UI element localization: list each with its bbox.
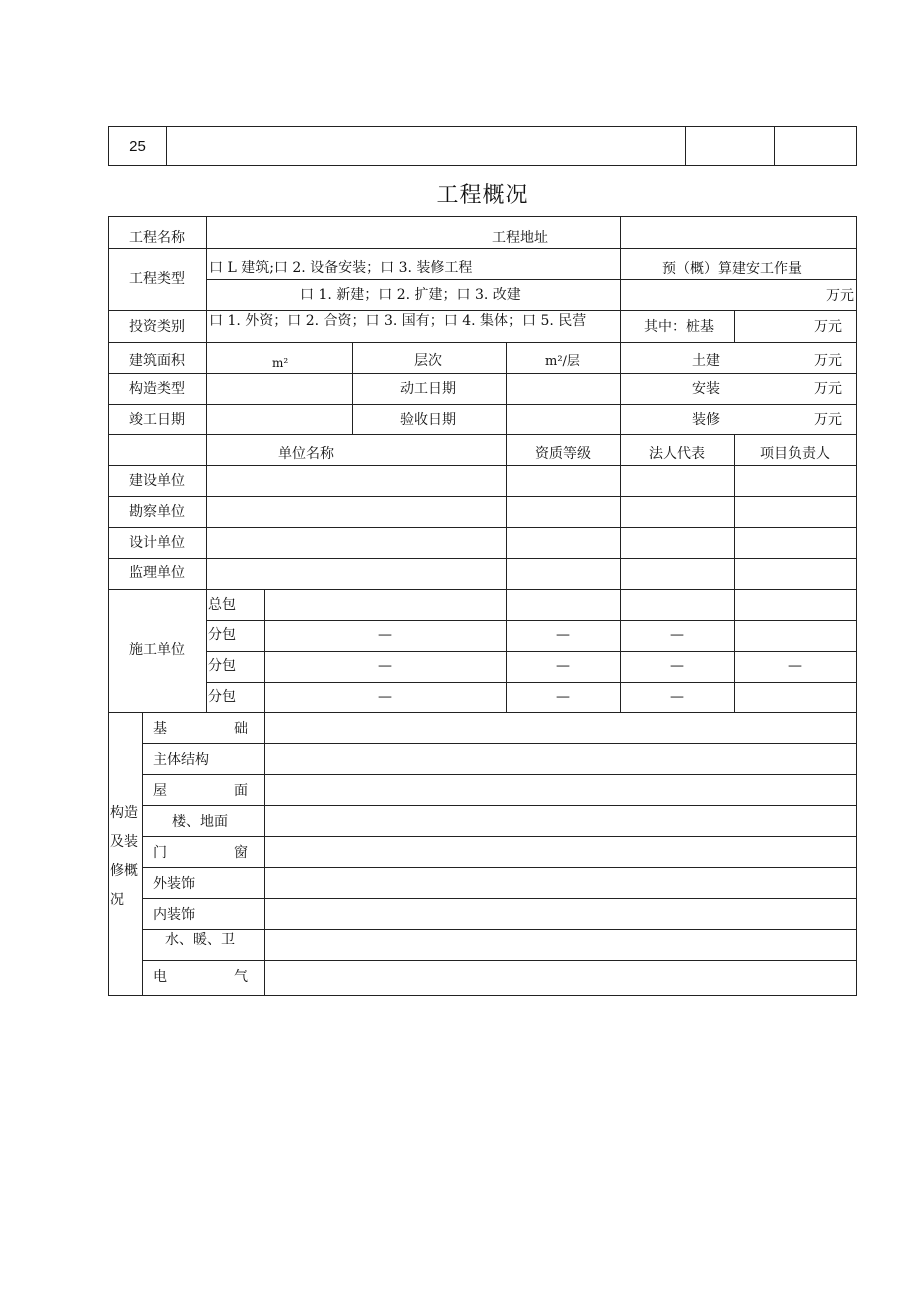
dash-mark: — <box>378 689 392 705</box>
header-row <box>108 126 857 166</box>
survey-unit-label: 勘察单位 <box>129 504 185 520</box>
section-label-2: 及装 <box>110 834 138 850</box>
doors-windows-label-a: 门 <box>153 845 167 861</box>
header-divider <box>685 127 686 165</box>
exterior-label: 外装饰 <box>153 876 195 892</box>
area-label: 建筑面积 <box>129 353 185 369</box>
project-address-value[interactable] <box>621 217 855 247</box>
pile-unit: 万元 <box>814 319 842 335</box>
pile-label: 其中：桩基 <box>644 319 714 335</box>
legal-rep-header: 法人代表 <box>649 446 705 462</box>
unit-name-header: 单位名称 <box>278 446 334 462</box>
section-label-4: 况 <box>110 892 124 908</box>
dash-mark: — <box>556 658 570 674</box>
install-label: 安装 <box>692 381 720 397</box>
electric-label-a: 电 <box>153 969 167 985</box>
civil-label: 土建 <box>692 353 720 369</box>
general-contract-label: 总包 <box>208 597 236 613</box>
dash-mark: — <box>670 689 684 705</box>
header-divider <box>166 127 167 165</box>
design-unit-label: 设计单位 <box>129 535 185 551</box>
project-name-value[interactable] <box>207 217 487 247</box>
project-type-label: 工程类型 <box>129 271 185 287</box>
completion-date-label: 竣工日期 <box>129 412 185 428</box>
area-unit: m² <box>272 356 289 370</box>
plumbing-label: 水、暖、卫 <box>165 932 235 948</box>
build-type-options[interactable]: 口 1. 新建；口 2. 扩建；口 3. 改建 <box>300 287 521 303</box>
interior-label: 内装饰 <box>153 907 195 923</box>
page-title: 工程概况 <box>436 183 529 208</box>
budget-label: 预（概）算建安工作量 <box>662 261 802 277</box>
dash-mark: — <box>378 627 392 643</box>
page-number: 25 <box>129 137 146 155</box>
dash-mark: — <box>788 658 802 674</box>
electric-label-b: 气 <box>234 969 248 985</box>
install-unit: 万元 <box>814 381 842 397</box>
roof-label-b: 面 <box>234 783 248 799</box>
civil-unit: 万元 <box>814 353 842 369</box>
project-address-label: 工程地址 <box>492 230 548 246</box>
structure-type-label: 构造类型 <box>129 381 185 397</box>
section-label-1: 构造 <box>110 805 138 821</box>
dash-mark: — <box>378 658 392 674</box>
dash-mark: — <box>670 627 684 643</box>
main-structure-label: 主体结构 <box>153 752 209 768</box>
investment-label: 投资类别 <box>129 319 185 335</box>
subcontract-label: 分包 <box>208 689 236 705</box>
subcontract-label: 分包 <box>208 627 236 643</box>
qualification-header: 资质等级 <box>535 446 591 462</box>
floors-label: 层次 <box>414 353 442 369</box>
dash-mark: — <box>556 627 570 643</box>
foundation-label-b: 础 <box>234 721 248 737</box>
subcontract-label: 分包 <box>208 658 236 674</box>
doors-windows-label-b: 窗 <box>234 845 248 861</box>
dash-mark: — <box>556 689 570 705</box>
project-type-options[interactable]: 口 L 建筑;口 2. 设备安装；口 3. 装修工程 <box>209 260 473 276</box>
foundation-label-a: 基 <box>153 721 167 737</box>
construction-unit-label: 建设单位 <box>129 473 185 489</box>
header-divider <box>774 127 775 165</box>
builder-unit-label: 施工单位 <box>129 642 185 658</box>
section-label-3: 修概 <box>110 863 138 879</box>
floor-label: 楼、地面 <box>172 814 228 830</box>
start-date-label: 动工日期 <box>400 381 456 397</box>
acceptance-date-label: 验收日期 <box>400 412 456 428</box>
per-floor-unit: m²/层 <box>545 354 580 369</box>
roof-label-a: 屋 <box>153 783 167 799</box>
project-leader-header: 项目负责人 <box>760 446 830 462</box>
project-name-label: 工程名称 <box>129 230 185 246</box>
dash-mark: — <box>670 658 684 674</box>
decoration-unit: 万元 <box>814 412 842 428</box>
budget-unit: 万元 <box>826 288 854 304</box>
supervision-unit-label: 监理单位 <box>129 565 185 581</box>
decoration-label: 装修 <box>692 412 720 428</box>
investment-options[interactable]: 口 1. 外资；口 2. 合资；口 3. 国有；口 4. 集体；口 5. 民营 <box>209 313 587 329</box>
